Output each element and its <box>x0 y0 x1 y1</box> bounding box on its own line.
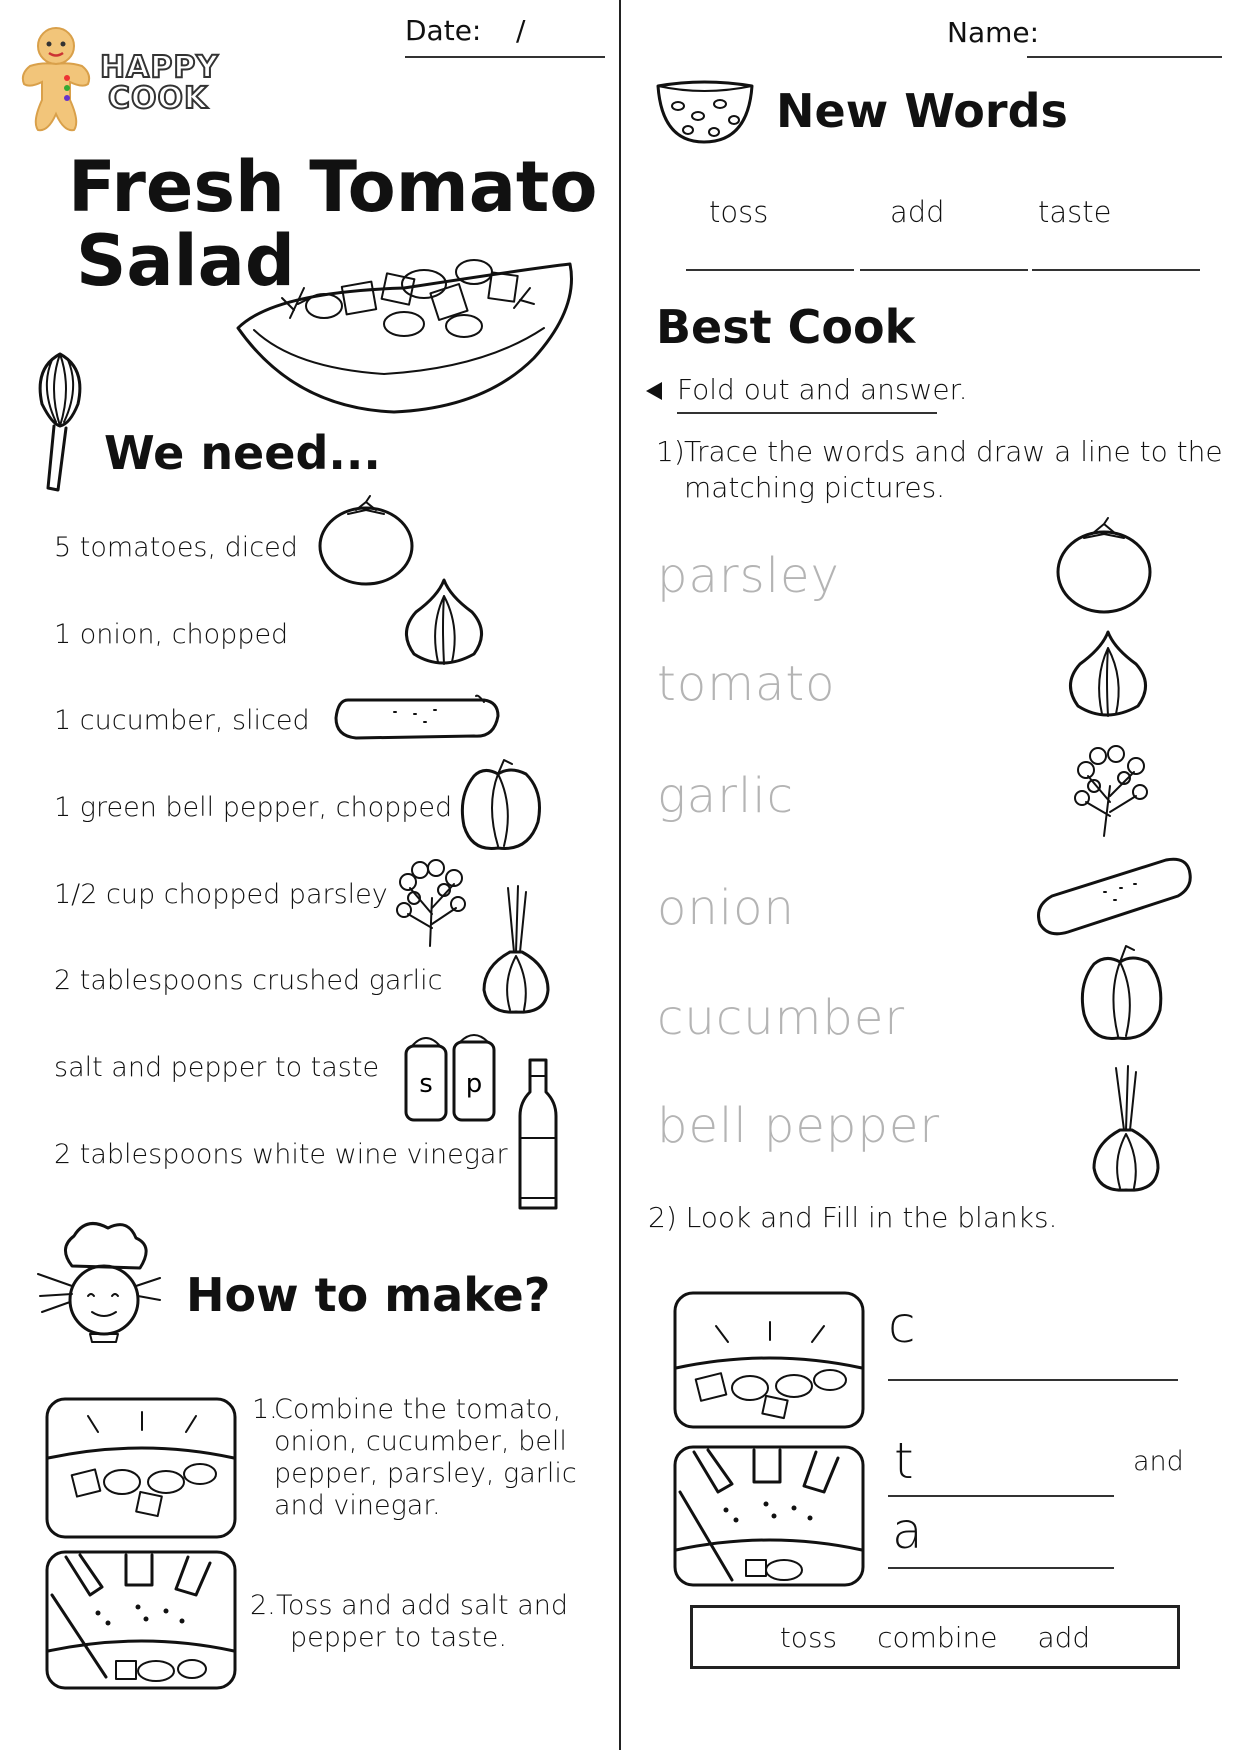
match-cucumber-icon[interactable] <box>1034 856 1194 938</box>
trace-word-parsley[interactable]: parsley <box>657 548 840 604</box>
step-1-text <box>252 1394 577 1522</box>
word-bank-combine: combine <box>877 1620 998 1654</box>
new-words-heading: New Words <box>776 84 1068 138</box>
match-onion-icon[interactable] <box>1066 628 1150 720</box>
ingredient-item: 1 green bell pepper, chopped <box>54 792 453 823</box>
blank-1-mixing-image <box>674 1292 864 1428</box>
and-word: and <box>1133 1446 1184 1477</box>
triangle-pointer-icon <box>644 380 664 402</box>
ingredient-item: 1 onion, chopped <box>54 619 289 650</box>
trace-word-onion[interactable]: onion <box>657 880 795 936</box>
bell-pepper-icon <box>458 756 542 852</box>
trace-word-bell-pepper[interactable]: bell pepper <box>657 1098 941 1154</box>
ingredient-item: 2 tablespoons white wine vinegar <box>54 1139 508 1170</box>
title-line-2: Salad <box>76 220 295 302</box>
bowl-icon <box>654 76 756 146</box>
blank-letter-a: a <box>892 1502 923 1560</box>
new-word-toss: toss <box>709 195 769 229</box>
tomato-icon <box>318 496 416 586</box>
blank-letter-c: c <box>888 1296 916 1354</box>
new-word-taste: taste <box>1038 195 1112 229</box>
vinegar-bottle-icon <box>516 1058 560 1214</box>
question-2: 2) Look and Fill in the blanks. <box>648 1201 1058 1234</box>
blank-2-seasoning-image <box>674 1446 864 1586</box>
word-bank-toss: toss <box>779 1620 838 1654</box>
question-1-number: 1) <box>656 435 685 468</box>
date-label: Date: <box>405 14 482 47</box>
match-bell-pepper-icon[interactable] <box>1078 942 1164 1042</box>
step-2-number: 2. <box>250 1590 276 1621</box>
garlic-icon <box>480 886 552 1018</box>
new-word-write-line[interactable] <box>686 269 854 271</box>
blank-line-2[interactable] <box>888 1495 1114 1497</box>
step-1-line: Combine the tomato, <box>274 1394 562 1425</box>
word-bank-add: add <box>1037 1620 1091 1654</box>
blank-line-3[interactable] <box>888 1567 1114 1569</box>
fold-instruction-underline <box>677 412 937 414</box>
salad-bowl-icon <box>234 248 579 418</box>
cucumber-icon <box>334 694 500 742</box>
onion-icon <box>402 576 486 666</box>
parsley-icon <box>390 858 470 948</box>
step-1-line: onion, cucumber, bell <box>274 1426 567 1457</box>
pepper-shaker-letter: p <box>465 1069 483 1099</box>
step-1-number: 1. <box>252 1394 278 1425</box>
ingredient-item: salt and pepper to taste <box>54 1052 380 1083</box>
step-2-line: Toss and add salt and <box>276 1590 569 1621</box>
step-2-seasoning-image <box>46 1551 236 1689</box>
trace-word-garlic[interactable]: garlic <box>657 768 795 824</box>
name-field-line[interactable] <box>1027 56 1222 58</box>
fold-instruction: Fold out and answer. <box>677 373 968 406</box>
page-divider <box>619 0 621 1750</box>
question-1-line: Trace the words and draw a line to the <box>684 435 1223 468</box>
step-1-line: and vinegar. <box>274 1490 441 1521</box>
word-bank-box <box>690 1605 1180 1669</box>
trace-word-tomato[interactable]: tomato <box>657 656 836 712</box>
salt-shaker-letter: s <box>419 1069 433 1099</box>
trace-word-cucumber[interactable]: cucumber <box>657 990 906 1046</box>
title-line-1: Fresh Tomato <box>68 146 598 228</box>
chef-icon <box>36 1216 164 1344</box>
name-label: Name: <box>947 16 1040 49</box>
salt-pepper-shakers-icon <box>404 1030 496 1124</box>
step-2-line: pepper to taste. <box>290 1622 507 1653</box>
match-tomato-icon[interactable] <box>1054 518 1154 614</box>
happy-cook-logo <box>16 22 236 142</box>
date-field-line[interactable] <box>405 56 605 58</box>
logo-line-2: COOK <box>108 81 209 116</box>
logo-line-1: HAPPY <box>100 50 220 85</box>
step-1-mixing-bowl-image <box>46 1398 236 1538</box>
ingredient-item: 5 tomatoes, diced <box>54 532 298 563</box>
step-2-text <box>250 1590 568 1654</box>
ingredient-item: 1/2 cup chopped parsley <box>54 879 388 910</box>
blank-line-1[interactable] <box>888 1379 1178 1381</box>
whisk-icon <box>32 348 92 493</box>
match-garlic-icon[interactable] <box>1090 1066 1162 1196</box>
match-parsley-icon[interactable] <box>1070 744 1152 838</box>
ingredient-item: 1 cucumber, sliced <box>54 705 310 736</box>
new-word-write-line[interactable] <box>1032 269 1200 271</box>
question-1-line: matching pictures. <box>684 471 946 504</box>
new-word-write-line[interactable] <box>860 269 1028 271</box>
new-word-add: add <box>890 195 945 229</box>
how-to-make-heading: How to make? <box>186 1268 551 1322</box>
blank-letter-t: t <box>894 1432 914 1490</box>
best-cook-heading: Best Cook <box>656 300 916 354</box>
we-need-heading: We need... <box>104 426 381 480</box>
step-1-line: pepper, parsley, garlic <box>274 1458 577 1489</box>
ingredient-item: 2 tablespoons crushed garlic <box>54 965 443 996</box>
question-1 <box>656 434 1223 506</box>
date-slash: / <box>516 14 526 47</box>
